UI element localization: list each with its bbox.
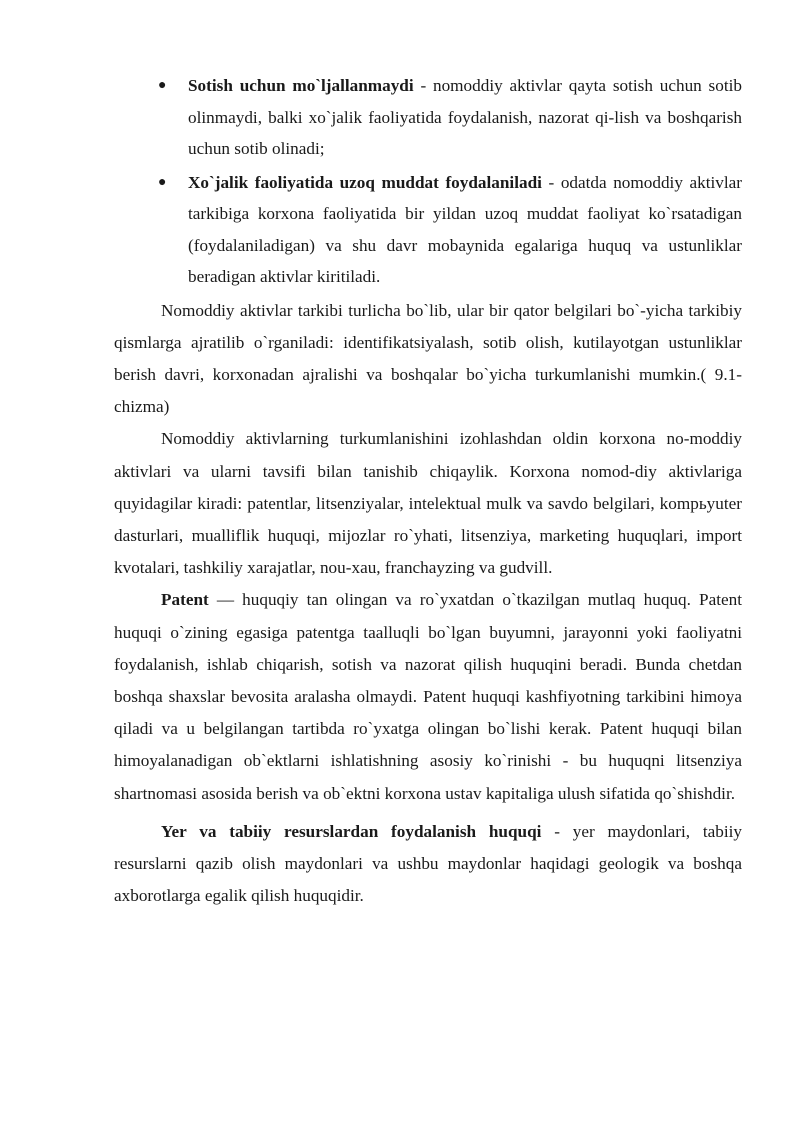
land-rights-term: Yer va tabiiy resurslardan foydalanish huquqi (161, 821, 542, 841)
paragraph-patent (114, 584, 742, 809)
bullet-term: Xo`jalik faoliyatida uzoq muddat foydalaniladi (188, 172, 542, 192)
bullet-dot-icon: ● (158, 78, 167, 93)
document-page (114, 70, 742, 912)
bullet-term: Sotish uchun mo`ljallanmaydi (188, 76, 414, 95)
bullet-text: - nomoddiy aktivlar qayta sotish uchun sotib olinmaydi, balki xo`jalik faoliyatida foydalanish, nazorat qi-lish va boshqarish uchun sotib olinadi; (188, 76, 742, 158)
paragraph-land-rights (114, 816, 742, 913)
paragraph-classification: Nomoddiy aktivlar tarkibi turlicha bo`lib, ular bir qator belgilari bo`-yicha tarkibiy qismlarga ajratilib o`rganiladi: identifikatsiyalash, sotib olish, kutilayotgan ustunliklar berish davri, korxonadan ajralishi va boshqalar bo`yicha turkumlanishi mumkin.( 9.1-chizma) (114, 300, 742, 417)
bullet-item (114, 167, 742, 293)
bullet-list (114, 70, 742, 293)
bullet-text: - odatda nomoddiy aktivlar tarkibiga korxona faoliyatida bir yildan uzoq muddat faoliyat ko`rsatadigan (foydalaniladigan) va shu davr mobaynida egalariga huquq va ustunliklar beradigan aktivlar kiritiladi. (188, 172, 742, 286)
patent-text: — huquqiy tan olingan va ro`yxatdan o`tkazilgan mutlaq huquq. Patent huquqi o`zining egasiga patentga taalluqli bo`lgan buyumni, jarayonni yoki faoliyatni foydalanish, ishlab chiqarish, sotish va nazorat qilish huquqini beradi. Bunda chetdan boshqa shaxslar bevosita aralasha olmaydi. Patent huquqi kashfiyotning tarkibini himoya qiladi va u belgilangan tartibda ro`yxatga olingan bo`lishi kerak. Patent huquqi bilan himoyalanadigan ob`ektlarni ishlatishning asosiy ko`rinishi - bu huquqni litsenziya shartnomasi asosida berish va ob`ektni korxona ustav kapitaliga ulush sifatida qo`shishdir. (114, 590, 742, 803)
bullet-dot-icon: ● (158, 174, 167, 190)
bullet-item (114, 70, 742, 165)
paragraph-intangible-assets-list: Nomoddiy aktivlarning turkumlanishini izohlashdan oldin korxona no-moddiy aktivlari va ularni tavsifi bilan tanishib chiqaylik. Korxona nomod-diy aktivlariga quyidagilar kiradi: patentlar, litsenziyalar, intelektual mulk va savdo belgilari, kompьyuter dasturlari, mualliflik huquqi, mijozlar ro`yhati, litsenziya, marketing huquqlari, import kvotalari, tashkiliy xarajatlar, nou-xau, franchayzing va gudvill. (114, 429, 742, 578)
patent-term: Patent (161, 590, 209, 610)
land-rights-text: - yer maydonlari, tabiiy resurslarni qazib olish maydonlari va ushbu maydonlar haqidagi geologik va boshqa axborotlarga egalik qilish huquqidir. (114, 821, 742, 906)
